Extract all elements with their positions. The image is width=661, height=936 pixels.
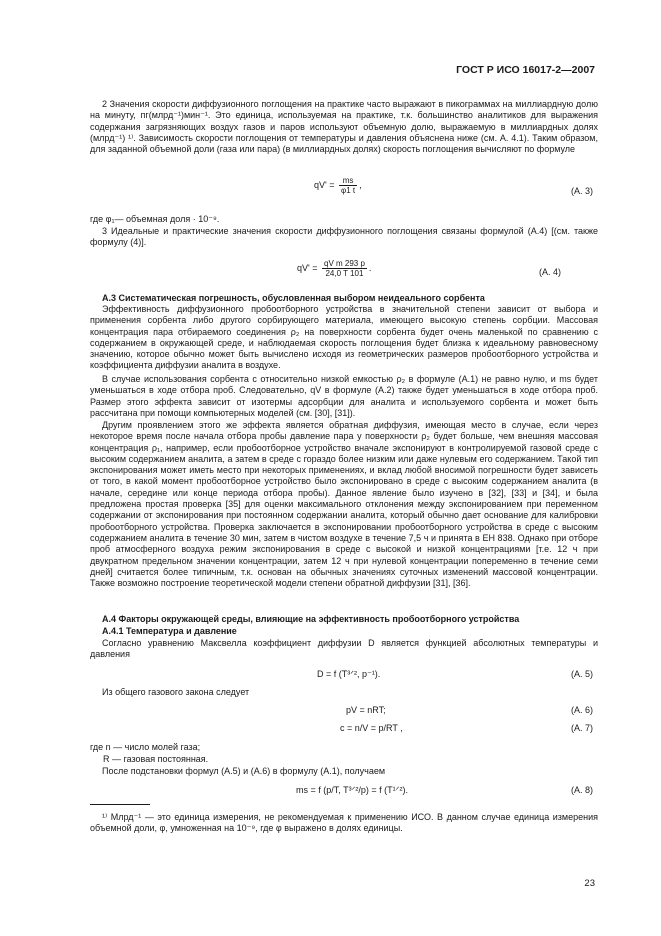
paragraph-a41-2: Из общего газового закона следует	[102, 687, 250, 697]
paragraph-note-2: 2 Значения скорости диффузионного поглощения на практике часто выражают в пикограммах на миллиардную долю на минуту, пг(млрд⁻¹)мин⁻¹. Это единица, используемая на практике, т.к. большинство аналитиков для выражения содержания загрязняющих воздух газов и паров используют объемную долю, выражаемую в миллиардных долях (млрд⁻¹) ¹⁾. Зависимость скорости поглощения от температуры и давления объяснена ниже (см. А. 4.1). Таким образом, для заданной объемной доли (газа или пара) (в миллиардных долях) скорость поглощения вычисляют по формуле	[90, 99, 598, 155]
formula-a7: c = n/V = p/RT ,	[340, 723, 403, 733]
where-n: где n — число молей газа;	[90, 742, 201, 752]
formula-a5-label: (А. 5)	[570, 669, 593, 679]
where-phi1: где φ₁— объемная доля · 10⁻⁹.	[90, 214, 220, 224]
formula-a3-numerator: ms	[339, 176, 357, 186]
formula-a6-label: (А. 6)	[570, 705, 593, 715]
footnote-divider	[90, 804, 150, 805]
section-a4-title: А.4 Факторы окружающей среды, влияющие на эффективность пробоотборного устройства	[102, 614, 520, 624]
paragraph-a41-3: После подстановки формул (А.5) и (А.6) в формулу (А.1), получаем	[102, 766, 386, 776]
standard-header: ГОСТ Р ИСО 16017-2—2007	[456, 64, 595, 76]
formula-a3-label: (А. 3)	[570, 186, 593, 196]
paragraph-a41-1: Согласно уравнению Максвелла коэффициент диффузии D является функцией абсолютных температуры и давления	[90, 638, 598, 660]
paragraph-note-3: 3 Идеальные и практические значения скорости диффузионного поглощения связаны формулой (А.4) [(см. также формулу (4)].	[90, 226, 598, 248]
formula-a6: pV = nRT;	[346, 705, 386, 715]
formula-a3-tail: ,	[359, 179, 362, 190]
formula-a3	[314, 176, 362, 195]
formula-a4	[297, 259, 371, 278]
formula-a4-denominator: 24,0 T 101	[325, 269, 364, 278]
paragraph-a3-3: Другим проявлением этого же эффекта является обратная диффузия, имеющая место в случае, если через некоторое время после начала отбора пробы давление пара у поверхности ρ₂ будет больше, чем внешняя массовая концентрация ρ₁, например, если пробоотборное устройство вначале экспонируют в контролируемой газовой среде с высоким содержанием аналита, а затем в среде с гораздо более низким или даже нулевым его содержанием. Такой тип экспонирования может иметь место при некоторых применениях, и вклад любой вносимой погрешности будет зависеть от того, в какой момент пробоотборное устройство было экспонировано в среде с высоким содержанием аналита (в начале, середине или конце периода отбора пробы). Данное явление было изучено в [32], [33] и [34], и была предложена простая проверка [35] для оценки максимального отклонения между экспонированием при переменном содержании от экспонирования при постоянном содержании аналита, который обычно дает основание для калибровки пробоотборного устройства. Проверка заключается в экспонировании пробоотборного устройства в среде с высоким содержанием аналита в течение 30 мин, затем в чистом воздухе в течение 7,5 ч и принята в ЕН 838. Однако при отборе проб атмосферного воздуха режим экспонирования в среде с высокой и низкой концентрациями [т.е. 12 ч при двукратном предельном значении концентрации, затем 12 ч при нулевой концентрации попеременно в течение семи дней] считается более типичным, т.к. основан на обычных значениях суточных изменений массовой концентрации. Также возможно построение теоретической модели степени обратной диффузии [31], [36].	[90, 420, 598, 589]
formula-a3-lhs: qV' =	[314, 179, 335, 190]
formula-a8: ms = f (p/T, T³ᐟ²/p) = f (T¹ᐟ²).	[296, 785, 408, 795]
formula-a4-lhs: qV' =	[297, 262, 318, 273]
paragraph-a3-1: Эффективность диффузионного пробоотборного устройства в значительной степени зависит от выбора и применения сорбента либо другого сорбирующего материала, имеющего высокую степень сорбции. Массовая концентрация пара отбираемого соединения ρ₂ на поверхности сорбента будет очень маленькой по сравнению с содержанием в окружающей среде, и наблюдаемая скорость поглощения будет близка к идеальному равновесному значению, которое обычно может быть вычислено исходя из геометрических размеров пробоотборного устройства и коэффициента диффузии аналита в воздухе.	[90, 304, 598, 371]
formula-a7-label: (А. 7)	[570, 723, 593, 733]
paragraph-a3-2: В случае использования сорбента с относительно низкой емкостью ρ₂ в формуле (А.1) не равно нулю, и ms будет уменьшаться в ходе отбора проб. Следовательно, qV в формуле (А.2) также будет уменьшаться в ходе отбора проб. Размер этого эффекта зависит от изотермы адсорбции для аналита и используемого сорбента и может быть рассчитана при помощи компьютерных моделей (см. [30], [31]).	[90, 374, 598, 418]
section-a41-title: А.4.1 Температура и давление	[102, 626, 237, 636]
formula-a8-label: (А. 8)	[570, 785, 593, 795]
formula-a4-tail: .	[368, 262, 372, 273]
formula-a5: D = f (T³ᐟ², p⁻¹).	[317, 669, 381, 679]
formula-a4-label: (А. 4)	[538, 267, 561, 277]
page-number: 23	[584, 878, 595, 889]
where-r: R — газовая постоянная.	[103, 754, 209, 764]
formula-a3-denominator: φ1 t	[341, 186, 356, 195]
section-a3-title: А.3 Систематическая погрешность, обусловленная выбором неидеального сорбента	[102, 293, 485, 303]
formula-a4-numerator: qV m 293 p	[324, 259, 365, 268]
footnote-1: ¹⁾ Млрд⁻¹ — это единица измерения, не рекомендуемая к применению ИСО. В данном случае единица измерения объемной доли, φ, умноженная на 10⁻⁹, где φ выражено в долях единицы.	[90, 812, 598, 834]
